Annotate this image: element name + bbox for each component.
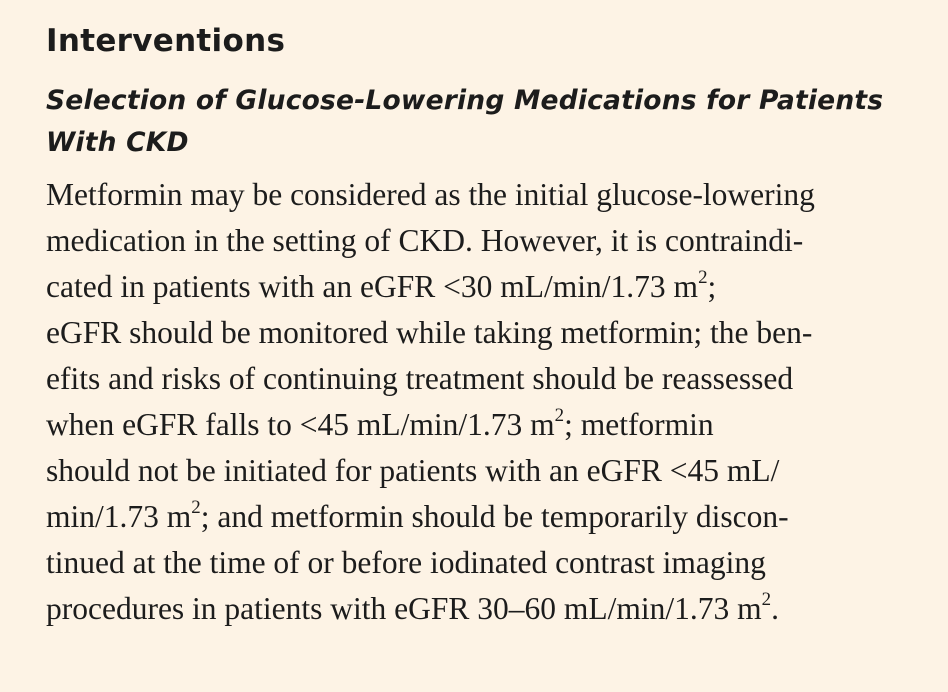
superscript: 2 xyxy=(191,496,201,518)
superscript: 2 xyxy=(554,404,565,426)
paragraph-line: eGFR should be monitored while taking metformin; the ben- xyxy=(46,315,813,350)
paragraph-line: procedures in patients with eGFR 30–60 mL/min/1.73 $m^2$. xyxy=(46,588,779,626)
document-page xyxy=(46,18,926,632)
paragraph-line: when eGFR falls to <45 mL/min/1.73 $m^2$; metformin xyxy=(46,404,714,442)
paragraph-line: should not be initiated for patients with an eGFR <45 mL/ xyxy=(46,453,780,488)
paragraph-line: medication in the setting of CKD. However, it is contraindi- xyxy=(46,223,804,258)
paragraph-line: Metformin may be considered as the initial glucose-lowering xyxy=(46,177,815,212)
body-paragraph xyxy=(46,172,926,632)
paragraph-line: tinued at the time of or before iodinated contrast imaging xyxy=(46,545,766,580)
section-heading: Interventions xyxy=(46,23,286,59)
paragraph-line: min/1.73 $m^2$; and metformin should be temporarily discon- xyxy=(46,496,789,534)
subheading-line: Selection of Glucose-Lowering Medications for Patients xyxy=(46,85,884,116)
paragraph-line: cated in patients with an eGFR <30 mL/min/1.73 $m^2$; xyxy=(46,266,717,304)
superscript: 2 xyxy=(698,266,708,288)
paragraph-line: efits and risks of continuing treatment should be reassessed xyxy=(46,361,794,396)
superscript: 2 xyxy=(761,588,772,610)
subheading-line: With CKD xyxy=(46,127,189,158)
section-subheading xyxy=(46,80,926,164)
